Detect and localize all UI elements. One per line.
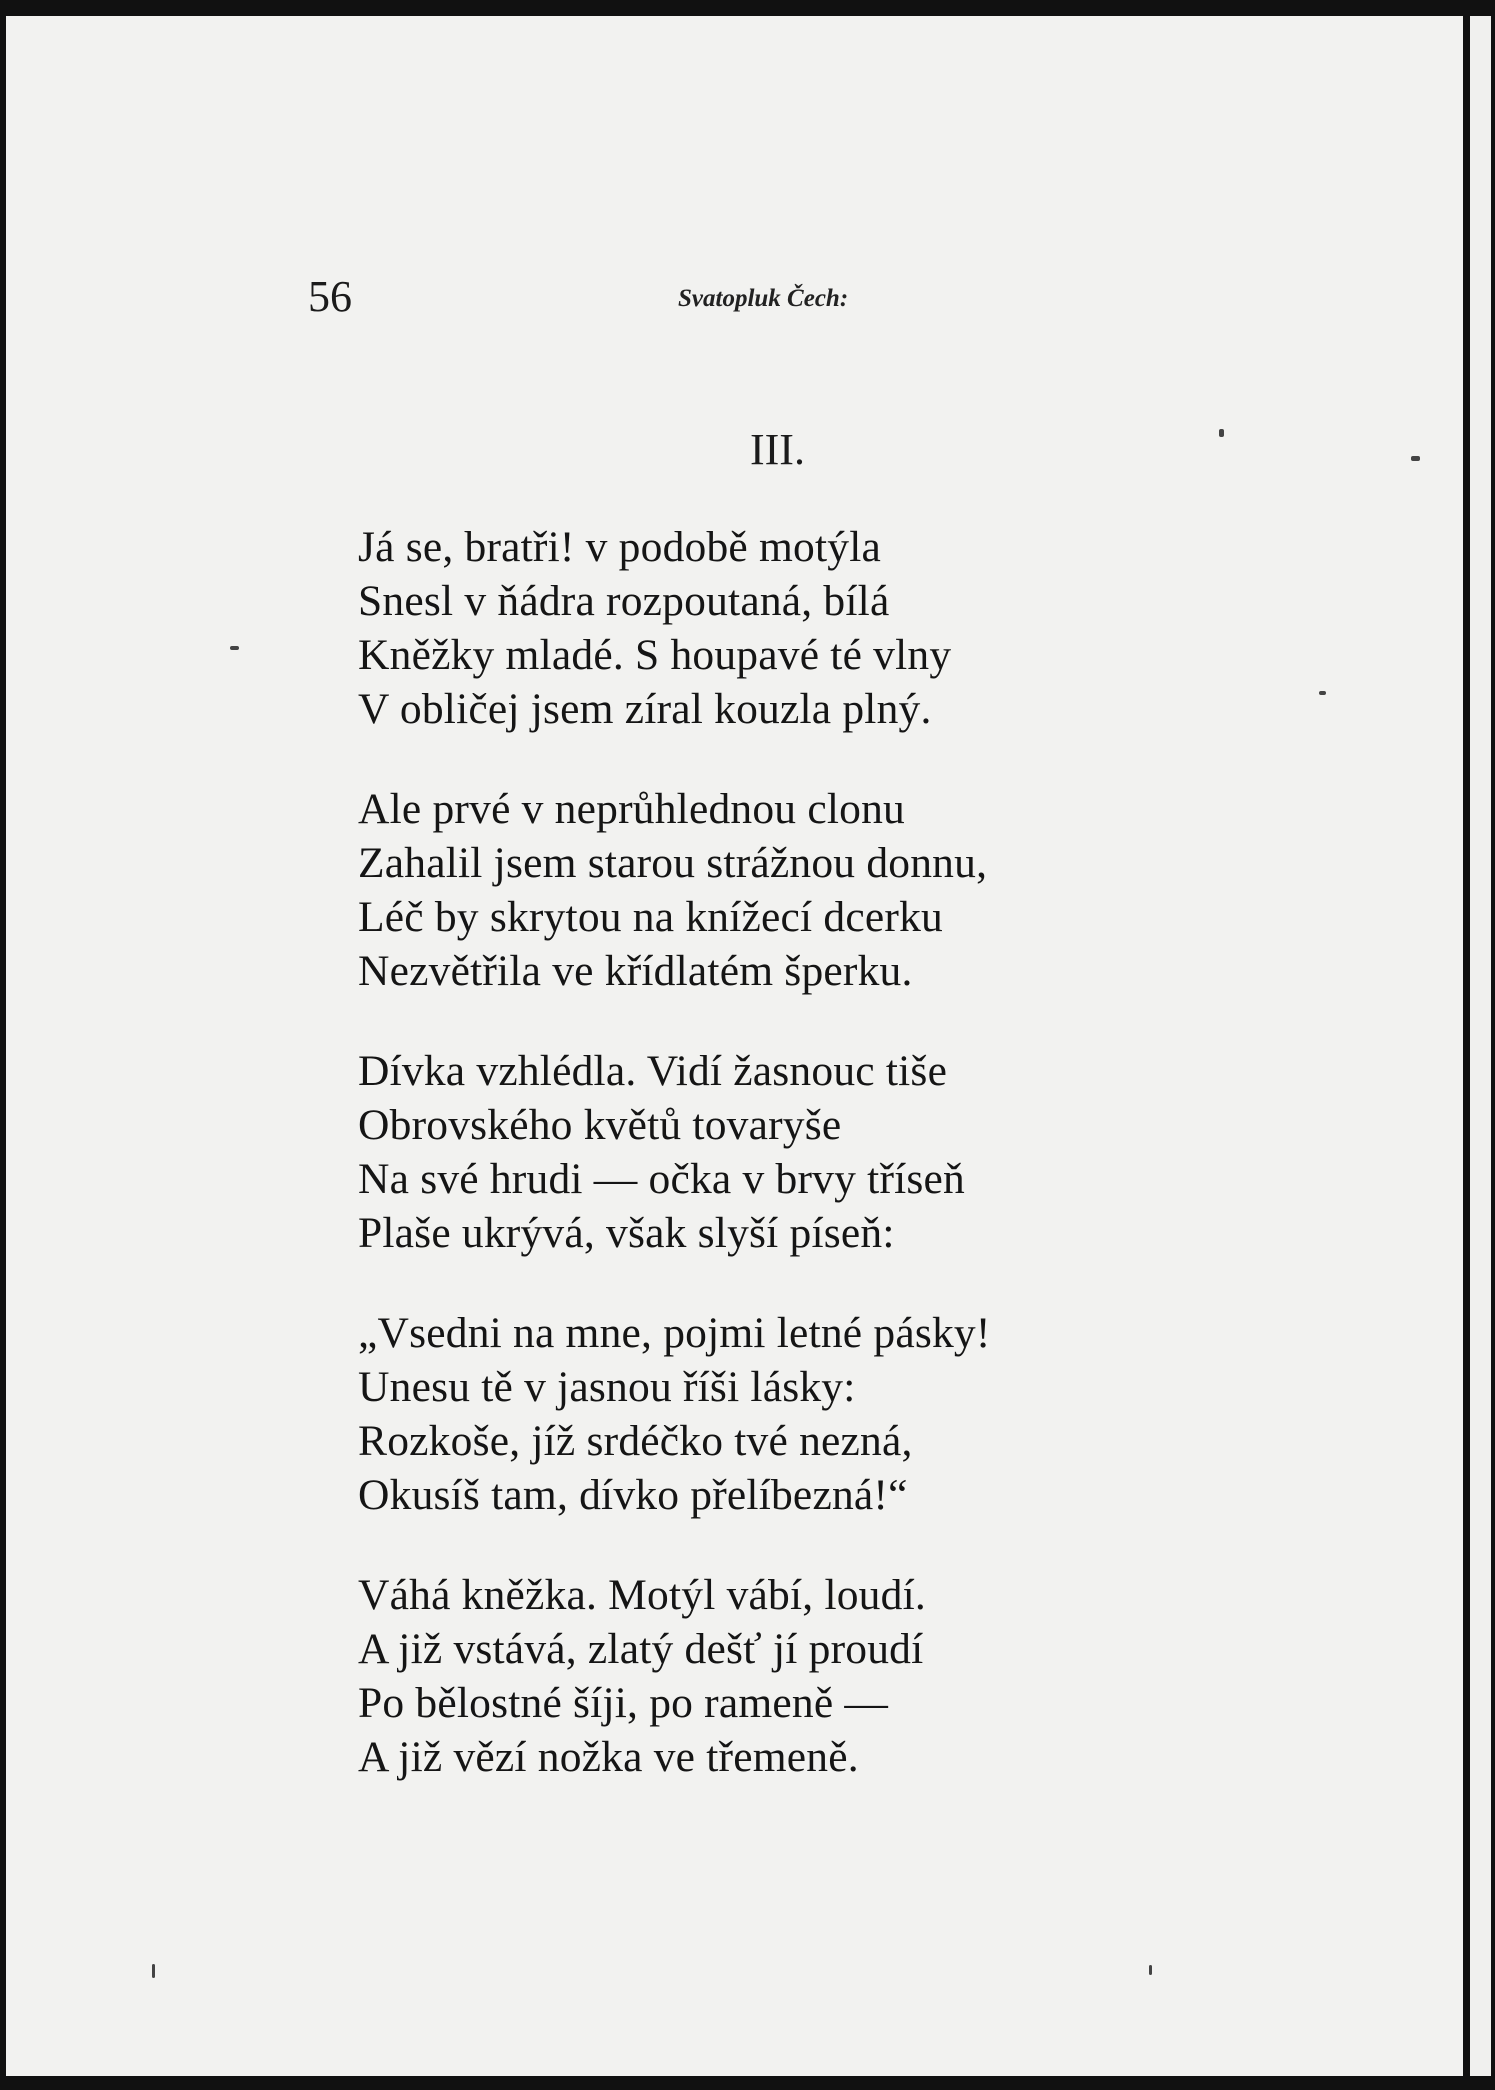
verse-line: Na své hrudi — očka v brvy tříseň [358,1155,965,1203]
verse-line: Okusíš tam, dívko přelíbezná!“ [358,1471,908,1519]
verse-line: Snesl v ňádra rozpoutaná, bílá [358,577,890,625]
verse-line: Rozkoše, jíž srdéčko tvé nezná, [358,1417,913,1465]
verse-line: A již vstává, zlatý dešť jí proudí [358,1625,924,1673]
verse-line: Nezvětřila ve křídlatém šperku. [358,947,913,995]
page-header [6,271,1463,331]
verse-line: Kněžky mladé. S houpavé té vlny [358,631,952,679]
section-number: III. [750,425,805,474]
book-page [6,16,1463,2076]
page-number: 56 [308,272,352,321]
verse-line: Po bělostné šíji, po rameně — [358,1679,889,1727]
verse-line: Ale prvé v neprůhlednou clonu [358,785,905,833]
verse-line: Obrovského květů tovaryše [358,1101,842,1149]
verse-line: Léč by skrytou na knížecí dcerku [358,893,943,941]
poem [358,520,1098,1830]
stanza [358,1568,1098,1784]
stanza [358,1306,1098,1522]
verse-line: Plaše ukrývá, však slyší píseň: [358,1209,895,1257]
print-speck [230,646,239,650]
verse-line: Váhá kněžka. Motýl vábí, loudí. [358,1571,926,1619]
adjacent-page-edge [1470,16,1491,2076]
verse-line: Unesu tě v jasnou říši lásky: [358,1363,856,1411]
verse-line: V obličej jsem zíral kouzla plný. [358,685,932,733]
verse-line: A již vězí nožka ve třemeně. [358,1733,859,1781]
verse-line: Dívka vzhlédla. Vidí žasnouc tiše [358,1047,948,1095]
print-speck [1411,456,1420,461]
stanza [358,1044,1098,1260]
stanza [358,782,1098,998]
verse-line: Zahalil jsem starou strážnou donnu, [358,839,988,887]
verse-line: Já se, bratři! v podobě motýla [358,523,882,571]
print-speck [152,1964,155,1978]
stanza [358,520,1098,736]
print-speck [1219,429,1224,437]
running-head: Svatopluk Čech: [678,285,849,312]
print-speck [1319,691,1326,695]
print-speck [1149,1965,1152,1975]
verse-line: „Vsedni na mne, pojmi letné pásky! [358,1309,991,1357]
